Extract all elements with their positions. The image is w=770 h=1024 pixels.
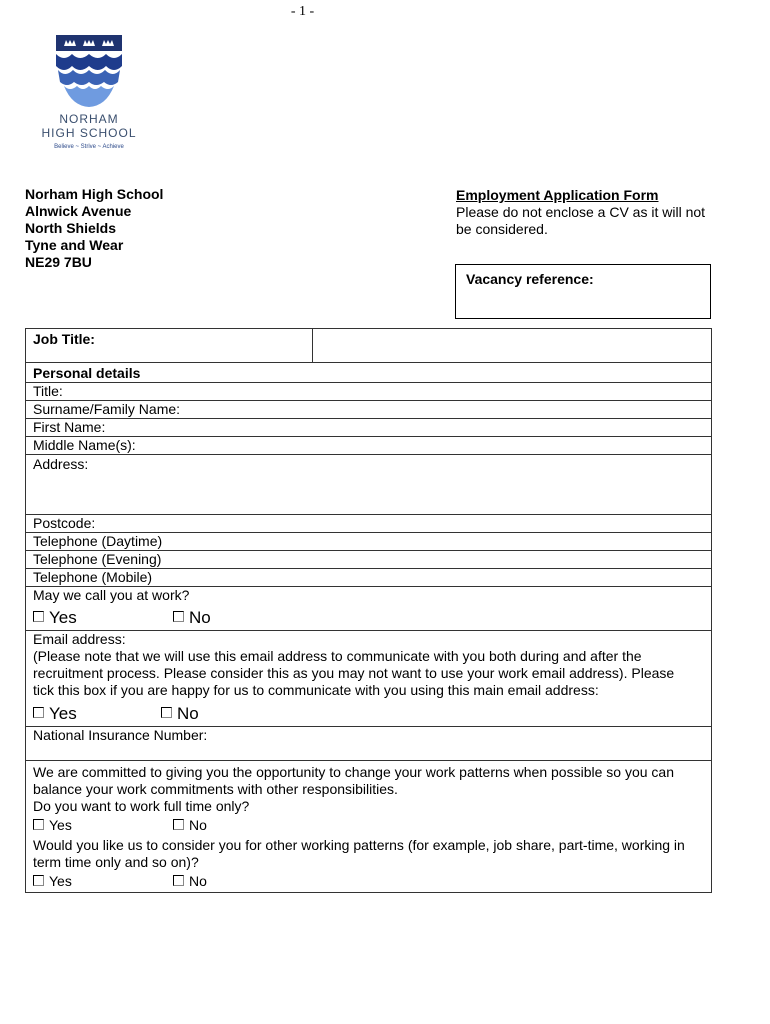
title-field[interactable]: Title: xyxy=(26,383,712,401)
form-title: Employment Application Form xyxy=(456,187,659,203)
address-line: NE29 7BU xyxy=(25,254,92,270)
call-at-work-yes-option[interactable] xyxy=(33,609,173,626)
checkbox-icon[interactable] xyxy=(161,707,172,718)
telephone-mobile-field[interactable]: Telephone (Mobile) xyxy=(26,569,712,587)
no-label: No xyxy=(177,704,199,723)
telephone-daytime-field[interactable]: Telephone (Daytime) xyxy=(26,533,712,551)
job-title-field[interactable] xyxy=(312,329,711,363)
full-time-no-option[interactable] xyxy=(173,817,313,834)
school-address xyxy=(25,186,163,271)
email-section xyxy=(26,631,712,727)
national-insurance-field[interactable]: National Insurance Number: xyxy=(26,727,712,761)
call-at-work-label: May we call you at work? xyxy=(33,587,190,603)
application-form-table xyxy=(25,328,712,893)
other-patterns-options xyxy=(33,873,691,890)
call-at-work-question xyxy=(26,587,712,631)
address-line: Norham High School xyxy=(25,186,164,202)
email-note: (Please note that we will use this email address to communicate with you both during and after the recruitment process. Please consider this as you may not want to use your work email address). Please tick this box if you are happy for us to communicate with you using this main email address: xyxy=(33,648,675,698)
first-name-field[interactable]: First Name: xyxy=(26,419,712,437)
email-label: Email address: xyxy=(33,631,126,647)
logo-name-line2: HIGH SCHOOL xyxy=(41,126,137,140)
email-consent-no-option[interactable] xyxy=(161,705,301,722)
school-logo xyxy=(36,32,142,156)
checkbox-icon[interactable] xyxy=(33,819,44,830)
address-line: Alnwick Avenue xyxy=(25,203,132,219)
call-at-work-options xyxy=(33,609,711,626)
checkbox-icon[interactable] xyxy=(33,707,44,718)
yes-label: Yes xyxy=(49,817,72,833)
vacancy-reference-box[interactable] xyxy=(455,264,711,319)
checkbox-icon[interactable] xyxy=(33,611,44,622)
middle-names-field[interactable]: Middle Name(s): xyxy=(26,437,712,455)
full-time-yes-option[interactable] xyxy=(33,817,173,834)
call-at-work-no-option[interactable] xyxy=(173,609,313,626)
checkbox-icon[interactable] xyxy=(173,875,184,886)
checkbox-icon[interactable] xyxy=(33,875,44,886)
checkbox-icon[interactable] xyxy=(173,611,184,622)
yes-label: Yes xyxy=(49,704,77,723)
school-crest-icon xyxy=(36,32,142,112)
telephone-evening-field[interactable]: Telephone (Evening) xyxy=(26,551,712,569)
email-consent-yes-option[interactable] xyxy=(33,705,161,722)
vacancy-reference-label: Vacancy reference: xyxy=(466,271,594,287)
logo-name-line1: NORHAM xyxy=(59,112,119,126)
address-line: North Shields xyxy=(25,220,117,236)
full-time-question: Do you want to work full time only? xyxy=(33,798,250,814)
no-label: No xyxy=(189,873,207,889)
job-title-label: Job Title: xyxy=(26,329,313,363)
surname-field[interactable]: Surname/Family Name: xyxy=(26,401,712,419)
postcode-field[interactable]: Postcode: xyxy=(26,515,712,533)
email-consent-options xyxy=(33,705,691,722)
checkbox-icon[interactable] xyxy=(173,819,184,830)
address-line: Tyne and Wear xyxy=(25,237,124,253)
other-patterns-question: Would you like us to consider you for other working patterns (for example, job share, part-time, working in term time only and so on)? xyxy=(33,837,685,870)
yes-label: Yes xyxy=(49,873,72,889)
working-patterns-intro: We are committed to giving you the opportunity to change your work patterns when possible so you can balance your work commitments with other responsibilities. xyxy=(33,764,674,797)
address-field[interactable]: Address: xyxy=(26,455,712,515)
full-time-options xyxy=(33,817,691,834)
form-note: Please do not enclose a CV as it will not be considered. xyxy=(456,204,706,237)
other-patterns-no-option[interactable] xyxy=(173,873,313,890)
no-label: No xyxy=(189,608,211,627)
yes-label: Yes xyxy=(49,608,77,627)
no-label: No xyxy=(189,817,207,833)
page-number: - 1 - xyxy=(290,4,315,19)
personal-details-heading: Personal details xyxy=(26,363,712,383)
form-info xyxy=(456,187,716,238)
working-patterns-section xyxy=(26,761,712,893)
logo-motto: Believe ~ Strive ~ Achieve xyxy=(54,144,124,150)
other-patterns-yes-option[interactable] xyxy=(33,873,173,890)
